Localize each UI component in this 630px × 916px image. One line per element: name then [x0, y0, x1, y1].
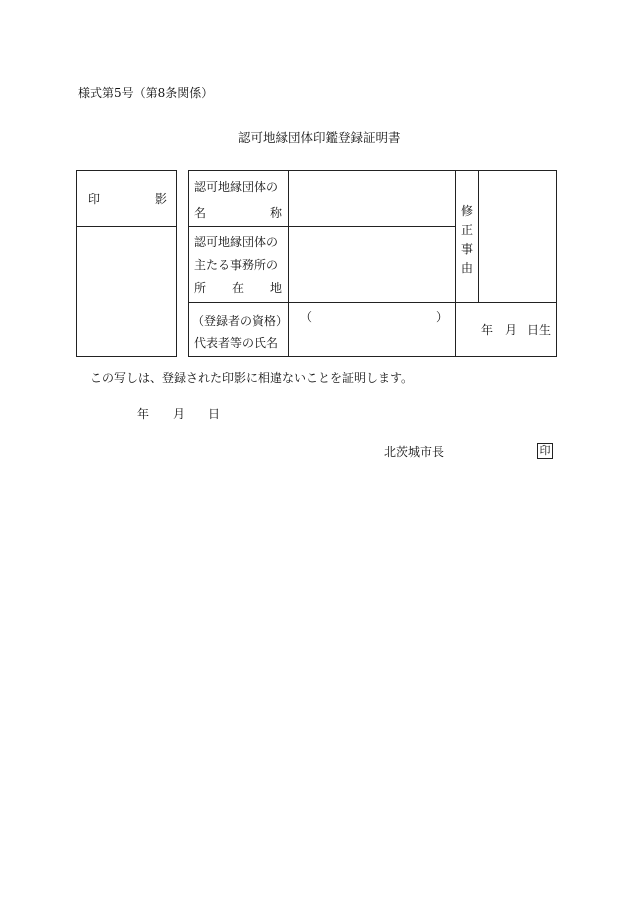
seal-label-right: 影 [155, 192, 168, 206]
table-rule-address [188, 302, 557, 303]
seal-label-left: 印 [88, 192, 101, 206]
document-title: 認可地縁団体印鑑登録証明書 [238, 130, 401, 145]
table-correction-inner-divider [478, 170, 479, 302]
address-label-line2: 主たる事務所の [194, 258, 279, 272]
issuer-seal-mark: 印 [537, 443, 553, 459]
issue-month-label: 月 [173, 407, 186, 421]
table-label-divider [288, 170, 289, 357]
representative-label-line1: （登録者の資格） [192, 314, 289, 328]
birth-year-label: 年 [481, 323, 494, 337]
name-label-left: 名 [194, 206, 207, 220]
qualification-paren-close: ） [436, 310, 449, 324]
name-label-line1: 認可地縁団体の [194, 180, 279, 194]
correction-reason-label: 修正事由 [460, 204, 473, 275]
birth-day-label: 日生 [527, 323, 552, 337]
birth-month-label: 月 [505, 323, 518, 337]
qualification-paren-open: （ [300, 310, 313, 324]
issue-day-label: 日 [208, 407, 221, 421]
seal-box-divider [76, 226, 177, 227]
representative-label-line2: 代表者等の氏名 [194, 336, 279, 350]
form-number: 様式第5号（第8条関係） [78, 86, 214, 100]
issue-year-label: 年 [137, 407, 150, 421]
address-label-left: 所 [194, 281, 207, 295]
table-rule-name [188, 226, 455, 227]
issuer-title: 北茨城市長 [384, 445, 445, 459]
certification-text: この写しは、登録された印影に相違ないことを証明します。 [90, 371, 414, 385]
address-label-mid: 在 [232, 281, 245, 295]
name-label-right: 称 [270, 206, 283, 220]
table-correction-divider [455, 170, 456, 357]
address-label-line1: 認可地縁団体の [194, 235, 279, 249]
address-label-right: 地 [270, 281, 283, 295]
